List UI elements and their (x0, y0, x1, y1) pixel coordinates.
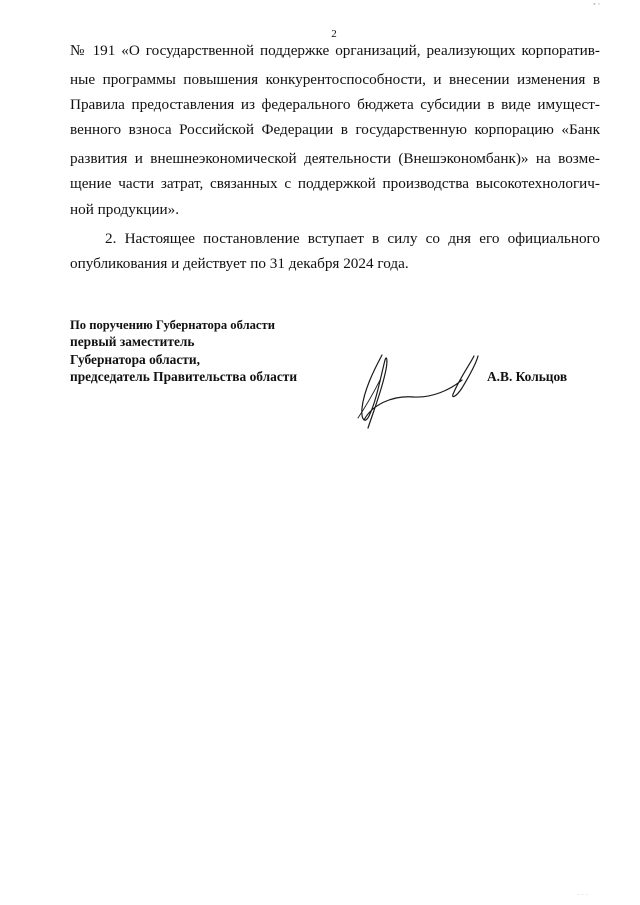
body-line: № 191 «О государственной поддержке организаций, реализующих корпоратив- (70, 42, 600, 59)
signatory-name: А.В. Кольцов (487, 369, 568, 384)
signatory-title-line: председатель Правительства области (70, 369, 298, 384)
signature-preamble: По поручению Губернатора области (70, 318, 275, 332)
paragraph-2-line: опубликования и действует по 31 декабря 2024 года. (70, 255, 409, 272)
handwritten-signature (352, 350, 482, 432)
scan-mark: ▪ ▫ (593, 0, 600, 8)
body-line: венного взноса Российской Федерации в государственную корпорацию «Банк (70, 121, 600, 138)
body-line: Правила предоставления из федерального бюджета субсидии в виде имущест- (70, 96, 600, 113)
body-line: щение части затрат, связанных с поддержкой производства высокотехнологич- (70, 175, 600, 192)
page-number: 2 (331, 28, 337, 40)
paragraph-2-line: 2. Настоящее постановление вступает в силу со дня его официального (105, 230, 600, 247)
body-line: развития и внешнеэкономической деятельности (Внешэкономбанк)» на возме- (70, 150, 600, 167)
signatory-title-line: Губернатора области, (70, 352, 200, 367)
signatory-title-line: первый заместитель (70, 334, 195, 349)
scan-mark: · · · (577, 891, 588, 899)
body-line: ной продукции». (70, 201, 179, 218)
body-line: ные программы повышения конкурентоспособности, и внесении изменения в (70, 71, 600, 88)
